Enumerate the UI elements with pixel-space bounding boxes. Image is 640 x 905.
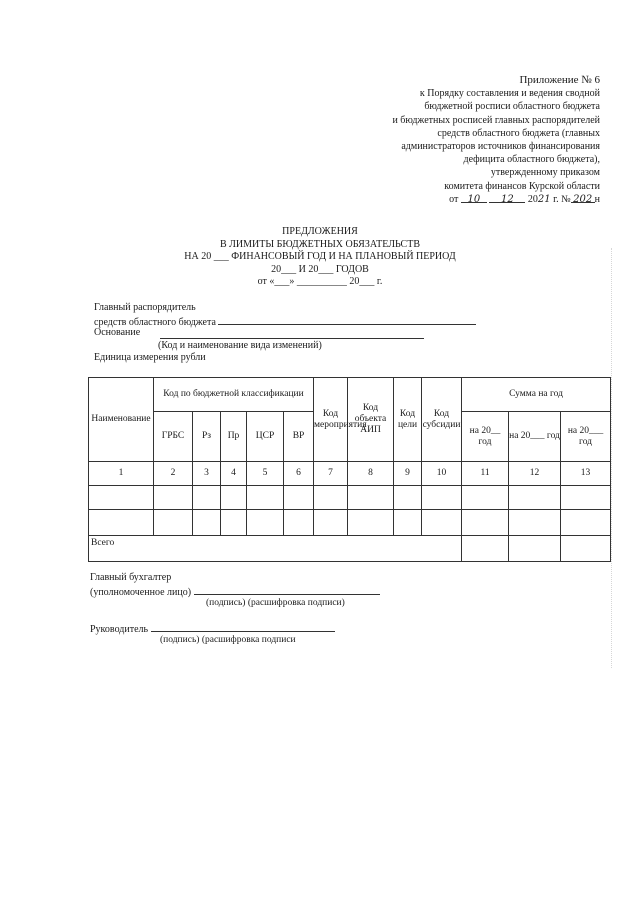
date-number: 202 [571, 193, 595, 203]
head-hint: (подпись) (расшифровка подписи [160, 635, 296, 645]
accountant-field [90, 585, 380, 598]
header-goal-code: Код цели [394, 378, 422, 462]
col-number: 11 [462, 462, 509, 486]
total-row [89, 536, 611, 562]
appendix-title: Приложение № 6 [519, 74, 600, 86]
title-date-line: от «___» __________ 20___ г. [257, 276, 383, 287]
title-line: В ЛИМИТЫ БЮДЖЕТНЫХ ОБЯЗАТЕЛЬСТВ [219, 238, 420, 250]
col-number: 9 [394, 462, 422, 486]
header-year-2: на 20___ год [509, 412, 561, 462]
col-number: 5 [247, 462, 284, 486]
date-year-prefix: 20 [527, 193, 538, 205]
date-day-field [461, 193, 487, 203]
title-line: ПРЕДЛОЖЕНИЯ [282, 226, 358, 237]
header-vr: ВР [284, 412, 314, 462]
accountant-hint: (подпись) (расшифровка подписи) [206, 598, 345, 608]
title-line: НА 20 ___ ФИНАНСОВЫЙ ГОД И НА ПЛАНОВЫЙ ПЕРИОД [184, 251, 456, 262]
header-year-1: на 20__ год [462, 412, 509, 462]
col-number: 3 [193, 462, 221, 486]
col-number: 8 [348, 462, 394, 486]
unit-label: Единица измерения рубли [94, 352, 206, 363]
accountant-signature-line [194, 585, 380, 595]
appendix-line: к Порядку составления и ведения сводной [419, 88, 600, 100]
header-csr: ЦСР [247, 412, 284, 462]
appendix-line: утвержденному приказом [490, 167, 600, 179]
header-name: Наименование [89, 378, 154, 462]
scan-edge-marks [597, 248, 612, 668]
document-title [0, 226, 640, 289]
header-pr: Пр [221, 412, 247, 462]
accountant-label: Главный бухгалтер [90, 572, 172, 583]
head-label: Руководитель [90, 624, 149, 635]
header-grbs: ГРБС [154, 412, 193, 462]
col-number: 2 [154, 462, 193, 486]
table-row [89, 486, 611, 510]
main-manager-field [94, 315, 476, 328]
head-field [90, 622, 335, 635]
head-signature-line [151, 622, 335, 632]
appendix-line: администраторов источников финансирования [401, 141, 600, 153]
table-header-row [89, 378, 611, 412]
date-year-suffix: г. № [553, 193, 571, 205]
header-budget-code: Код по бюджетной классификации [154, 378, 314, 412]
appendix-line: и бюджетных росписей главных распорядителей [392, 114, 600, 126]
limits-table [88, 377, 611, 562]
col-number: 6 [284, 462, 314, 486]
date-prefix: от [449, 193, 459, 205]
date-day: 10 [467, 193, 481, 205]
table-row [89, 510, 611, 536]
col-number: 10 [422, 462, 462, 486]
date-month: 12 [501, 193, 514, 205]
col-number: 7 [314, 462, 348, 486]
appendix-date [392, 193, 600, 206]
column-numbers-row [89, 462, 611, 486]
appendix-line: дефицита областного бюджета), [463, 154, 600, 166]
date-number-suffix: н [594, 193, 600, 205]
header-sum: Сумма на год [462, 378, 611, 412]
appendix-line: средств областного бюджета (главных [437, 127, 600, 139]
header-measure-code: Код мероприятия [314, 378, 348, 462]
date-year-hand: 21 [537, 193, 551, 205]
basis-input-line [160, 338, 424, 339]
total-label: Всего [89, 536, 462, 562]
col-number: 1 [89, 462, 154, 486]
header-year-3: на 20___ год [561, 412, 611, 462]
main-manager-label-2: средств областного бюджета [94, 317, 216, 328]
col-number: 13 [561, 462, 611, 486]
appendix-line: бюджетной росписи областного бюджета [424, 101, 600, 113]
basis-field [94, 327, 140, 338]
title-line: 20___ И 20___ ГОДОВ [271, 263, 369, 275]
appendix-block [392, 74, 600, 206]
header-subsidy-code: Код субсидии [422, 378, 462, 462]
col-number: 4 [221, 462, 247, 486]
header-aip-code: Код объекта АИП [348, 378, 394, 462]
basis-hint: (Код и наименование вида изменений) [158, 340, 322, 351]
main-manager-label: Главный распорядитель [94, 302, 196, 313]
header-rz: Рз [193, 412, 221, 462]
appendix-line: комитета финансов Курской области [444, 180, 600, 192]
accountant-label-2: (уполномоченное лицо) [90, 587, 192, 598]
basis-label: Основание [94, 327, 141, 338]
col-number: 12 [509, 462, 561, 486]
main-manager-input-line [218, 315, 476, 325]
date-month-field [489, 193, 525, 203]
